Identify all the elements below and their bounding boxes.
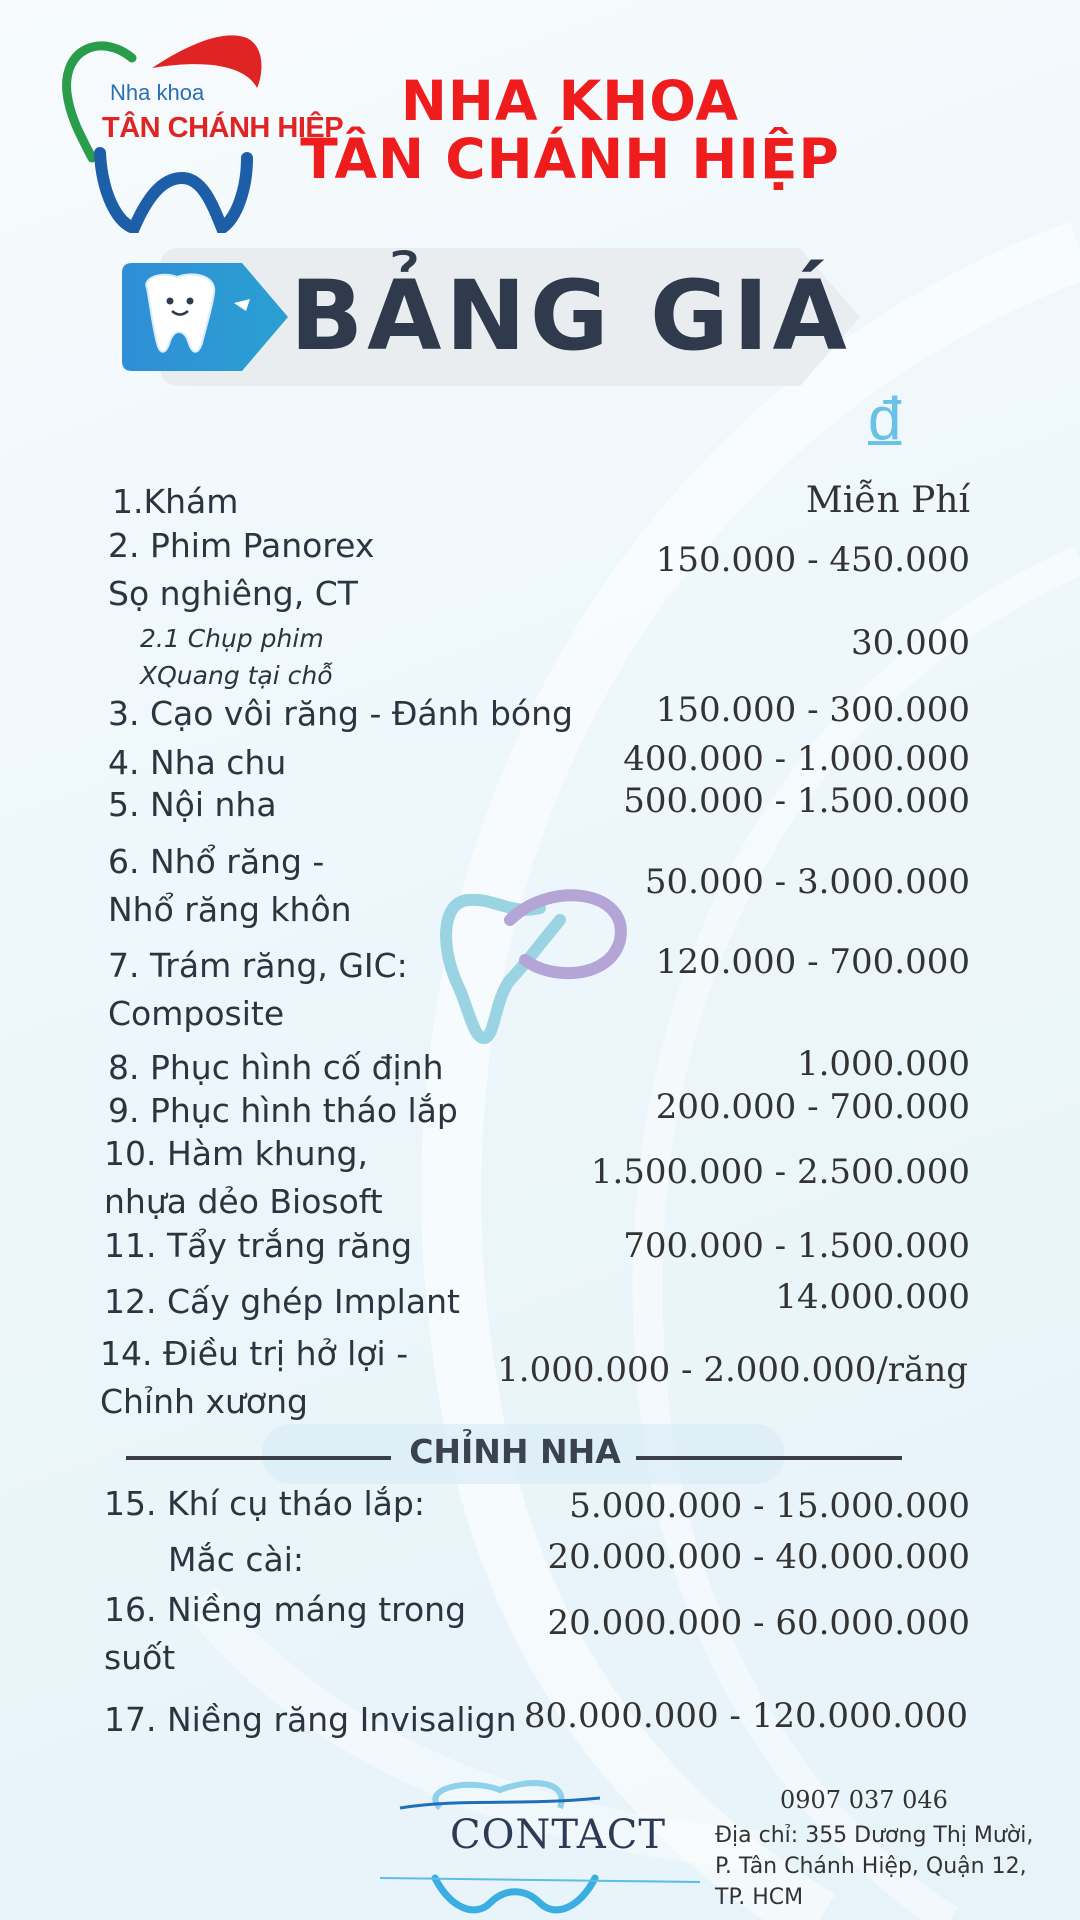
service-name-7a: 7. Trám răng, GIC: [108, 946, 408, 985]
service-name-14b: Chỉnh xương [100, 1382, 308, 1421]
service-name-2-1b: XQuang tại chỗ [140, 661, 333, 690]
service-price-2: 150.000 - 450.000 [655, 540, 970, 580]
service-price-8: 1.000.000 [796, 1044, 970, 1084]
service-price-11: 700.000 - 1.500.000 [623, 1226, 970, 1266]
service-name-2a: 2. Phim Panorex [108, 526, 375, 565]
section-title-orthodontics: CHỈNH NHA [409, 1432, 621, 1471]
ortho-name-16b: suốt [104, 1638, 176, 1677]
service-price-4: 400.000 - 1.000.000 [623, 739, 970, 779]
service-name-2b: Sọ nghiêng, CT [108, 574, 358, 613]
clinic-title-line2: TÂN CHÁNH HIỆP [300, 127, 840, 191]
service-price-3: 150.000 - 300.000 [655, 690, 970, 730]
price-list-title: BẢNG GIÁ [290, 260, 851, 372]
service-name-5: 5. Nội nha [108, 785, 277, 824]
contact-label: CONTACT [450, 1812, 667, 1858]
tooth-watermark-icon [440, 880, 630, 1050]
service-name-10b: nhựa dẻo Biosoft [104, 1182, 383, 1221]
service-price-10: 1.500.000 - 2.500.000 [590, 1152, 970, 1192]
logo-text-small: Nha khoa [110, 80, 205, 105]
ortho-name-15: 15. Khí cụ tháo lắp: [104, 1484, 425, 1523]
ortho-name-16a: 16. Niềng máng trong [104, 1590, 467, 1629]
address-line-2: P. Tân Chánh Hiệp, Quận 12, [715, 1854, 1027, 1879]
service-price-1: Miễn Phí [805, 480, 970, 521]
service-name-7b: Composite [108, 994, 285, 1033]
service-price-14: 1.000.000 - 2.000.000/răng [497, 1350, 968, 1390]
service-price-5: 500.000 - 1.500.000 [623, 781, 970, 821]
service-price-9: 200.000 - 700.000 [655, 1087, 970, 1127]
clinic-title-line1: NHA KHOA [400, 69, 740, 133]
service-name-2-1a: 2.1 Chụp phim [140, 624, 324, 653]
service-name-9: 9. Phục hình tháo lắp [108, 1091, 458, 1130]
phone-number[interactable]: 0907 037 046 [780, 1786, 948, 1814]
service-name-6b: Nhổ răng khôn [108, 890, 352, 929]
service-price-2-1: 30.000 [851, 623, 970, 663]
service-name-10a: 10. Hàm khung, [104, 1134, 368, 1173]
ortho-price-15: 5.000.000 - 15.000.000 [569, 1486, 970, 1526]
ortho-name-braces: Mắc cài: [168, 1540, 304, 1579]
currency-symbol: đ [868, 385, 902, 452]
service-name-14a: 14. Điều trị hở lợi - [100, 1334, 409, 1373]
clinic-title [300, 69, 840, 191]
service-name-1: 1.Khám [112, 482, 239, 521]
service-name-11: 11. Tẩy trắng răng [104, 1226, 413, 1265]
service-price-7: 120.000 - 700.000 [655, 942, 970, 982]
service-name-4: 4. Nha chu [108, 743, 287, 782]
tooth-badge-icon [122, 263, 288, 371]
service-price-6: 50.000 - 3.000.000 [644, 862, 970, 902]
service-name-3: 3. Cạo vôi răng - Đánh bóng [108, 694, 573, 733]
ortho-price-17: 80.000.000 - 120.000.000 [523, 1696, 968, 1736]
service-name-8: 8. Phục hình cố định [108, 1048, 444, 1087]
service-name-6a: 6. Nhổ răng - [108, 842, 325, 881]
logo-text-brand: TÂN CHÁNH HIỆP [102, 112, 344, 144]
address-line-3: TP. HCM [715, 1885, 804, 1910]
service-name-12: 12. Cấy ghép Implant [104, 1282, 460, 1321]
service-price-12: 14.000.000 [775, 1277, 970, 1317]
address-line-1: Địa chỉ: 355 Dương Thị Mười, [715, 1823, 1034, 1848]
ortho-price-16: 20.000.000 - 60.000.000 [547, 1603, 970, 1643]
ortho-price-braces: 20.000.000 - 40.000.000 [547, 1537, 970, 1577]
ortho-name-17: 17. Niềng răng Invisalign [104, 1700, 517, 1739]
